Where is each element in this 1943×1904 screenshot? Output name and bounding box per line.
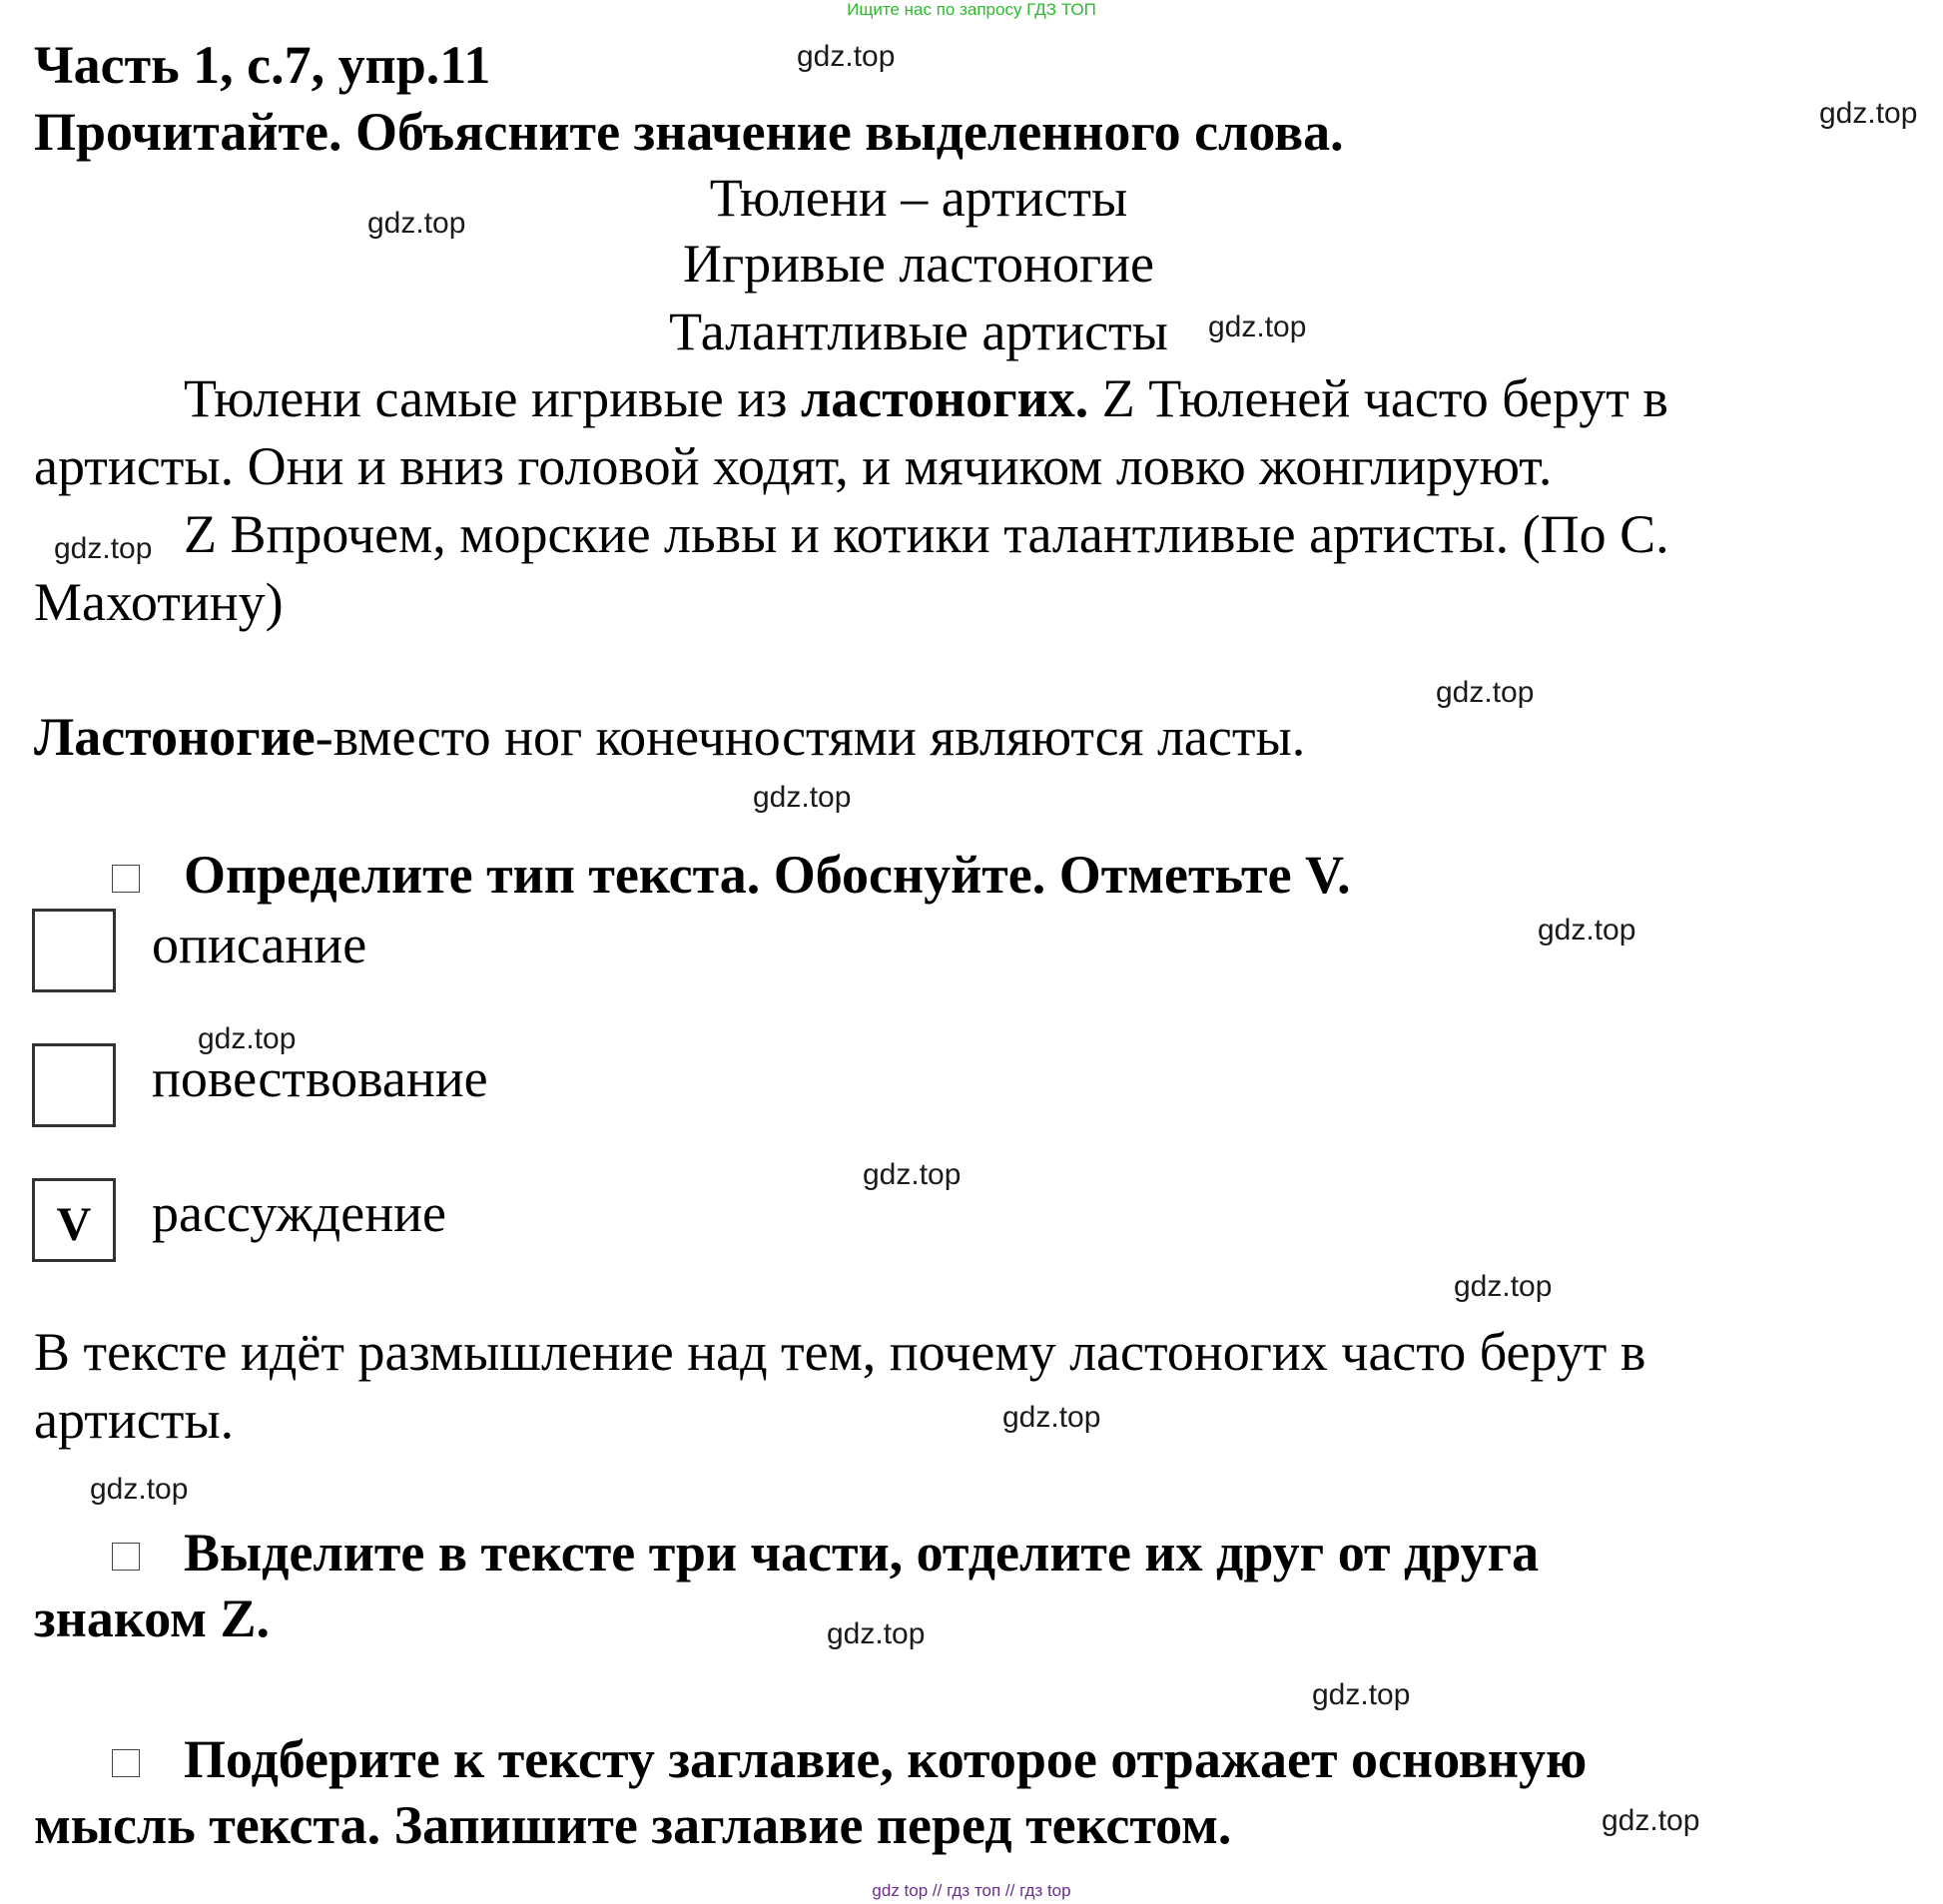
task-title-line-2: мысль текста. Запишите заглавие перед текстом. xyxy=(34,1795,1232,1855)
definition xyxy=(34,706,1305,768)
watermark: gdz.top xyxy=(1312,1678,1411,1711)
option-description-label: описание xyxy=(152,915,367,974)
watermark: gdz.top xyxy=(367,207,466,240)
checkbox-description[interactable] xyxy=(32,909,116,992)
exercise-instruction: Прочитайте. Объясните значение выделенного слова. xyxy=(34,102,1344,162)
option-reasoning-label: рассуждение xyxy=(152,1183,446,1243)
task-parts-line-1: Выделите в тексте три части, отделите их друг от друга xyxy=(184,1523,1540,1583)
task-title-line-1: Подберите к тексту заглавие, которое отражает основную xyxy=(184,1729,1588,1789)
title-option-3: Талантливые артисты xyxy=(669,302,1168,361)
watermark: gdz.top xyxy=(1819,97,1918,130)
bottom-site-links[interactable]: gdz top // гдз топ // гдз top xyxy=(872,1881,1071,1900)
watermark: gdz.top xyxy=(863,1158,962,1191)
answer-line-2: артисты. xyxy=(34,1390,235,1450)
text-line-1 xyxy=(184,367,1668,429)
text-line-3: Z Впрочем, морские львы и котики талантливые артисты. (По С. xyxy=(184,504,1669,564)
watermark: gdz.top xyxy=(1002,1401,1101,1434)
watermark: gdz.top xyxy=(1436,676,1535,709)
task-bullet-box xyxy=(112,1543,140,1571)
task-bullet-box xyxy=(112,1749,140,1777)
watermark: gdz.top xyxy=(753,781,852,814)
text-line-4: Махотину) xyxy=(34,572,284,632)
task-type-question: Определите тип текста. Обоснуйте. Отметьте V. xyxy=(184,845,1351,905)
text-line-2: артисты. Они и вниз головой ходят, и мячиком ловко жонглируют. xyxy=(34,436,1553,496)
watermark: gdz.top xyxy=(90,1473,189,1506)
definition-text: -вместо ног конечностями являются ласты. xyxy=(315,707,1306,767)
watermark: gdz.top xyxy=(1538,914,1636,947)
watermark: gdz.top xyxy=(1454,1270,1553,1303)
highlighted-word: ластоногих. xyxy=(800,368,1089,428)
watermark: gdz.top xyxy=(1602,1804,1700,1837)
watermark: gdz.top xyxy=(198,1022,297,1055)
watermark: gdz.top xyxy=(827,1617,926,1650)
title-option-2: Игривые ластоногие xyxy=(683,234,1154,294)
task-bullet-box xyxy=(112,865,140,893)
watermark: gdz.top xyxy=(1208,311,1307,343)
text-line-1-start: Тюлени самые игривые из xyxy=(184,368,801,428)
option-narration-label: повествование xyxy=(152,1048,488,1108)
title-option-1: Тюлени – артисты xyxy=(709,168,1128,228)
watermark: gdz.top xyxy=(54,532,153,565)
answer-line-1: В тексте идёт размышление над тем, почему ластоногих часто берут в xyxy=(34,1322,1646,1382)
exercise-title: Часть 1, с.7, упр.11 xyxy=(34,35,491,95)
checkbox-narration[interactable] xyxy=(32,1043,116,1127)
text-line-1-end: Z Тюленей часто берут в xyxy=(1088,368,1668,428)
checkbox-reasoning[interactable]: V xyxy=(32,1178,116,1262)
watermark: gdz.top xyxy=(797,40,896,73)
definition-term: Ластоногие xyxy=(34,707,316,767)
task-parts-line-2: знаком Z. xyxy=(34,1588,270,1648)
top-site-link[interactable]: Ищите нас по запросу ГДЗ ТОП xyxy=(847,0,1096,19)
